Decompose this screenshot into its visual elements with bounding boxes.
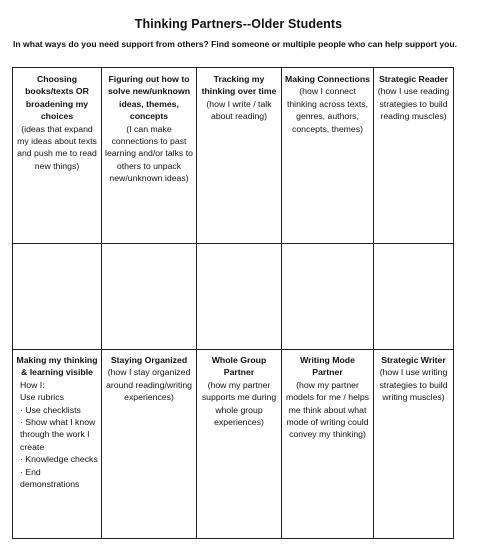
cell-description: (how my partner models for me / helps me think about what mode of writing could convey my thinking) (285, 379, 370, 440)
cell-whole-group (197, 350, 282, 539)
cell-description: (I can make connections to past learning and/or talks to others to unpack new/unknown ideas) (105, 123, 193, 184)
cell-description: (how I stay organized around reading/writing experiences) (106, 367, 192, 403)
cell-description: (ideas that expand my ideas about texts and push me to read new things) (17, 123, 97, 171)
cell-figuring-out (102, 68, 197, 244)
cell-heading: Tracking my thinking over time (201, 74, 277, 97)
cell-heading: Making my thinking & learning visible (16, 355, 98, 378)
table-row (13, 244, 454, 350)
cell-heading: Making Connections (285, 74, 370, 84)
cell-description: (how my partner supports me during whole group experiences) (201, 379, 277, 428)
cell-thinking-visible (13, 350, 102, 539)
cell-heading: Writing Mode Partner (300, 355, 355, 378)
page-title: Thinking Partners--Older Students (134, 17, 343, 31)
table-row (13, 350, 454, 539)
cell-tracking-thinking (197, 68, 282, 244)
empty-cell (13, 244, 102, 350)
cell-strategic-reader (374, 68, 454, 244)
page-instructions: In what ways do you need support from others? Find someone or multiple people who can help support you. (13, 39, 458, 49)
cell-staying-organized (102, 350, 197, 539)
cell-description: (how I write / talk about reading) (206, 98, 272, 122)
cell-writing-mode (282, 350, 374, 539)
cell-description: (how I connect thinking across texts, genres, authors, concepts, themes) (286, 86, 369, 134)
empty-cell (282, 244, 374, 350)
cell-description: (how I use reading strategies to build reading muscles) (377, 86, 450, 122)
cell-description: How I: Use rubrics · Use checklists · Show what I know through the work I create · Knowledge checks · End demonstrations (20, 379, 98, 490)
cell-heading: Staying Organized (110, 355, 188, 365)
cell-description: (how I use writing strategies to build writing muscles) (379, 367, 448, 403)
cell-heading: Strategic Writer (381, 355, 446, 365)
empty-cell (197, 244, 282, 350)
cell-heading: Figuring out how to solve new/unknown ideas, themes, concepts (107, 74, 191, 122)
cell-making-connections (282, 68, 374, 244)
cell-heading: Whole Group Partner (211, 355, 267, 378)
partners-table (12, 67, 454, 539)
cell-strategic-writer (374, 350, 454, 539)
cell-heading: Choosing books/texts OR broadening my choices (25, 74, 89, 122)
empty-cell (102, 244, 197, 350)
empty-cell (374, 244, 454, 350)
table-row (13, 68, 454, 244)
cell-choosing-books (13, 68, 102, 244)
cell-heading: Strategic Reader (378, 74, 449, 84)
